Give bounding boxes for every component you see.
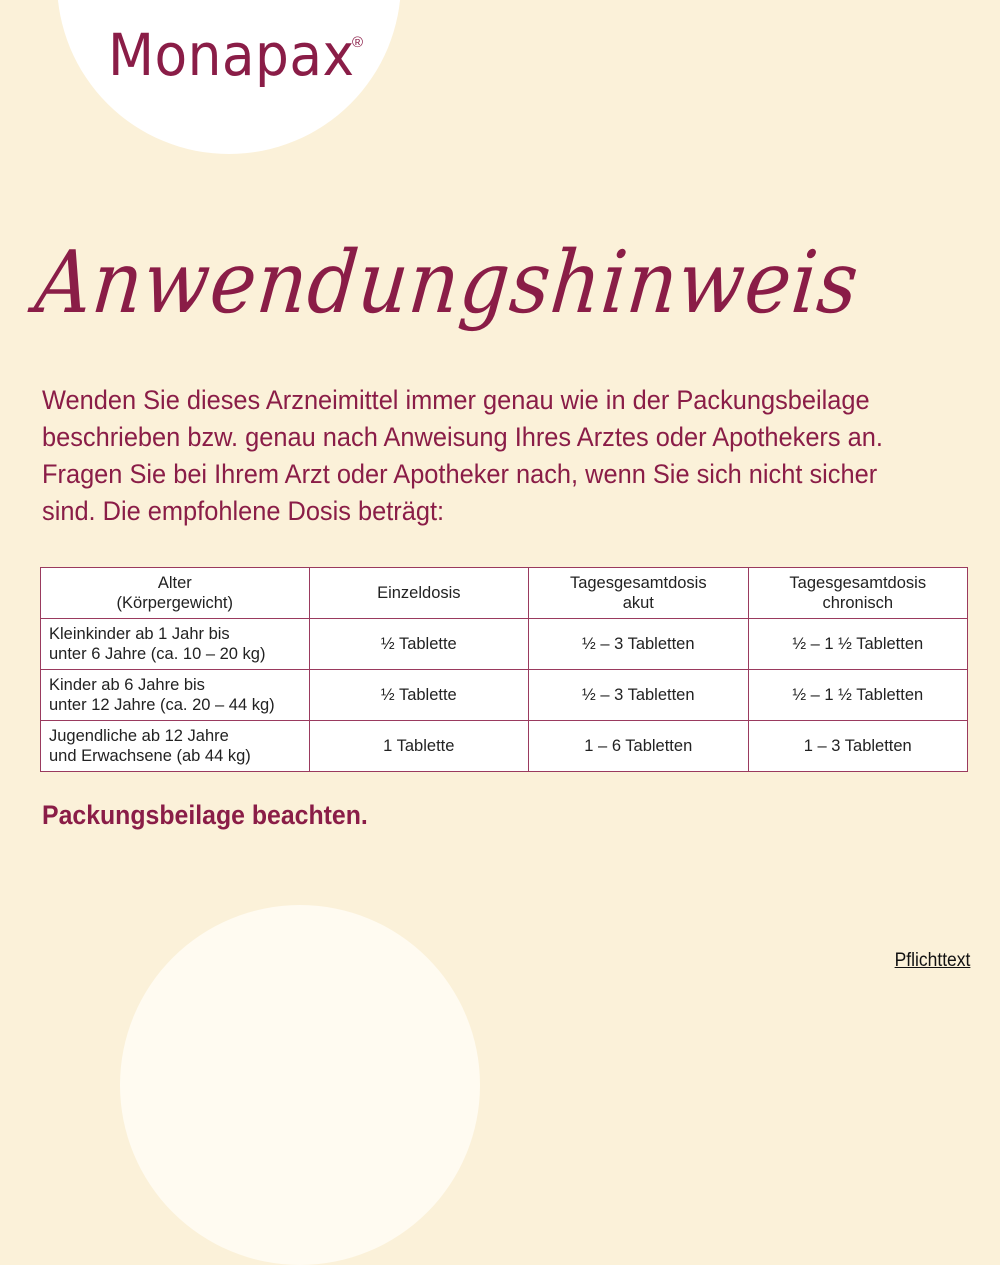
intro-line: Fragen Sie bei Ihrem Arzt oder Apotheker nach, wenn Sie sich nicht sicher — [42, 459, 878, 489]
cell-daily-chronic: ½ – 1 ½ Tabletten — [748, 619, 967, 670]
header-daily-chronic-line: Tagesgesamtdosis — [789, 574, 927, 592]
cell-daily-acute: ½ – 3 Tabletten — [529, 670, 748, 721]
header-daily-chronic — [748, 568, 967, 619]
registered-mark: ® — [352, 34, 364, 51]
cell-age — [41, 721, 310, 772]
cell-age — [41, 619, 310, 670]
cell-single-dose: ½ Tablette — [309, 670, 528, 721]
decorative-circle — [120, 905, 480, 1265]
header-single-dose-line: Einzeldosis — [377, 584, 461, 602]
header-age-line: (Körpergewicht) — [116, 594, 234, 612]
table-row — [41, 619, 968, 670]
cell-age-line: Kinder ab 6 Jahre bis — [49, 676, 205, 694]
table-row — [41, 721, 968, 772]
header-daily-acute-line: akut — [622, 594, 654, 612]
leaflet-note: Packungsbeilage beachten. — [42, 800, 368, 830]
cell-daily-chronic: ½ – 1 ½ Tabletten — [748, 670, 967, 721]
cell-daily-acute: ½ – 3 Tabletten — [529, 619, 748, 670]
intro-line: beschrieben bzw. genau nach Anweisung Ihres Arztes oder Apothekers an. — [42, 422, 883, 452]
cell-age-line: und Erwachsene (ab 44 kg) — [49, 747, 251, 765]
header-age-line: Alter — [157, 574, 192, 592]
cell-age — [41, 670, 310, 721]
page-title: Anwendungshinweis — [31, 233, 864, 333]
table-header-row — [41, 568, 968, 619]
cell-daily-chronic: 1 – 3 Tabletten — [748, 721, 967, 772]
cell-age-line: unter 12 Jahre (ca. 20 – 44 kg) — [49, 696, 275, 714]
cell-age-line: unter 6 Jahre (ca. 10 – 20 kg) — [49, 645, 266, 663]
cell-single-dose: ½ Tablette — [309, 619, 528, 670]
cell-age-line: Jugendliche ab 12 Jahre — [49, 727, 229, 745]
header-daily-chronic-line: chronisch — [822, 594, 894, 612]
dosage-table — [40, 567, 968, 772]
table-row — [41, 670, 968, 721]
header-daily-acute — [529, 568, 748, 619]
intro-paragraph — [42, 382, 916, 530]
mandatory-text-link[interactable]: Pflichttext — [894, 950, 970, 971]
header-daily-acute-line: Tagesgesamtdosis — [569, 574, 707, 592]
header-single-dose — [309, 568, 528, 619]
cell-daily-acute: 1 – 6 Tabletten — [529, 721, 748, 772]
brand-logo: Monapax — [108, 21, 355, 89]
header-age — [41, 568, 310, 619]
cell-age-line: Kleinkinder ab 1 Jahr bis — [49, 625, 230, 643]
cell-single-dose: 1 Tablette — [309, 721, 528, 772]
intro-line: Wenden Sie dieses Arzneimittel immer genau wie in der Packungsbeilage — [42, 385, 870, 415]
intro-line: sind. Die empfohlene Dosis beträgt: — [42, 496, 445, 526]
